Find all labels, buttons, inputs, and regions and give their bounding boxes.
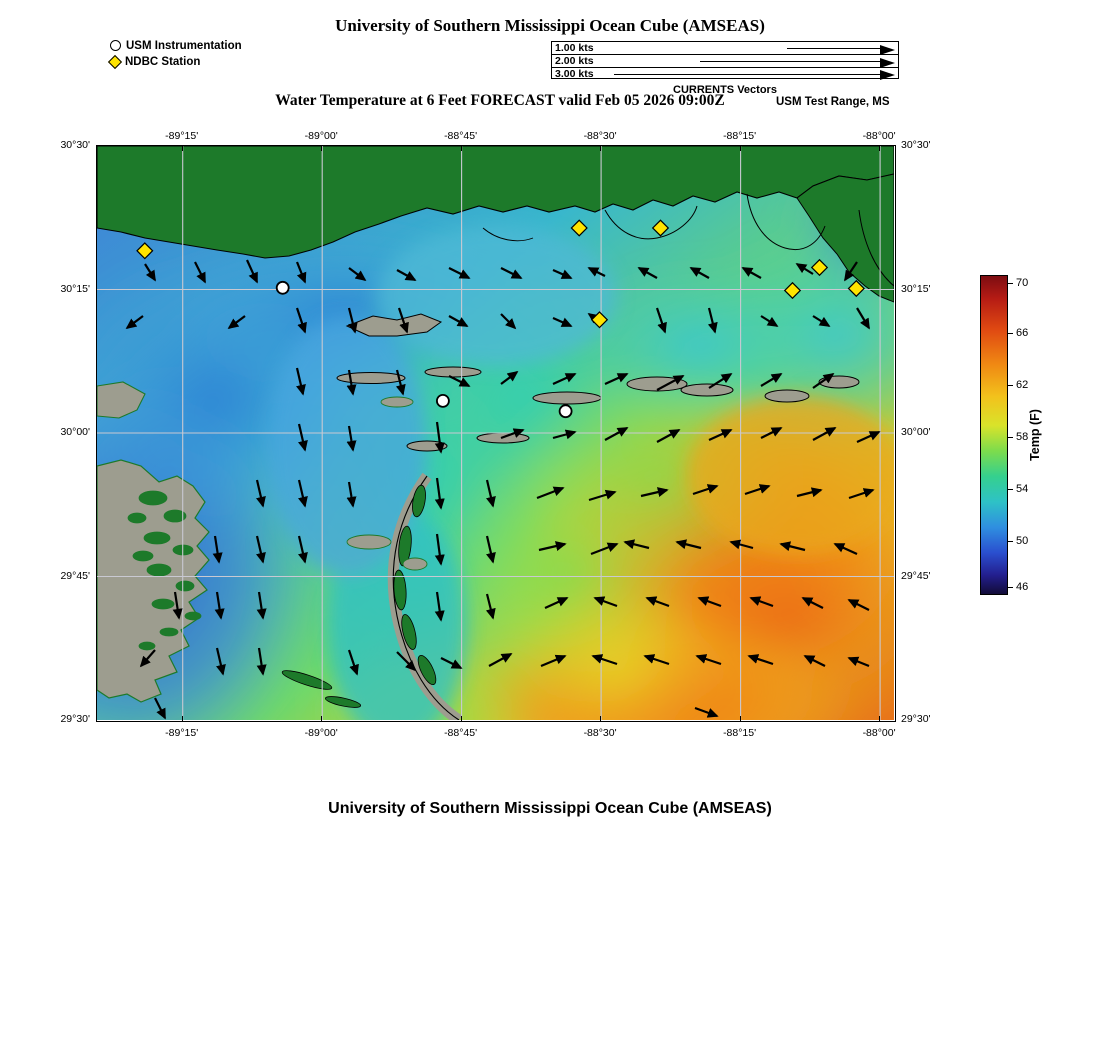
vector-key-label: 1.00 kts bbox=[555, 42, 594, 54]
lon-tick-bottom: -88°15' bbox=[723, 727, 757, 739]
tickmark bbox=[182, 145, 183, 151]
tickmark bbox=[740, 145, 741, 151]
legend-label: USM Instrumentation bbox=[126, 39, 242, 52]
colorbar-tickmark bbox=[1008, 385, 1013, 386]
map-subtitle: Water Temperature at 6 Feet FORECAST valid Feb 05 2026 09:00Z bbox=[275, 92, 725, 109]
colorbar-label: 50 bbox=[1016, 535, 1029, 547]
lon-tick-top: -88°15' bbox=[723, 130, 757, 142]
circle-marker-icon bbox=[110, 40, 121, 51]
tickmark bbox=[182, 716, 183, 722]
tickmark bbox=[461, 716, 462, 722]
colorbar-gradient bbox=[980, 275, 1008, 595]
vector-key-caption: CURRENTS Vectors bbox=[673, 84, 777, 96]
lon-tick-top: -89°00' bbox=[304, 130, 338, 142]
lat-tick-left: 29°30' bbox=[60, 713, 90, 725]
tickmark bbox=[600, 716, 601, 722]
lon-tick-bottom: -89°15' bbox=[165, 727, 199, 739]
vector-key-row-2kts bbox=[552, 54, 898, 66]
lat-tick-left: 30°00' bbox=[60, 426, 90, 438]
map-container[interactable] bbox=[60, 130, 931, 739]
vector-key-row-3kts bbox=[552, 67, 898, 79]
tickmark bbox=[740, 716, 741, 722]
lon-tick-bottom: -88°45' bbox=[444, 727, 478, 739]
legend-item-usm-instrumentation bbox=[110, 38, 242, 53]
temperature-colorbar bbox=[980, 275, 1029, 595]
colorbar-tickmark bbox=[1008, 333, 1013, 334]
diamond-marker-icon bbox=[108, 54, 122, 68]
lat-tick-left: 30°30' bbox=[60, 139, 90, 151]
map-plot-frame[interactable] bbox=[96, 145, 896, 722]
legend-label: NDBC Station bbox=[125, 55, 201, 68]
colorbar-label: 54 bbox=[1016, 483, 1029, 495]
currents-vector-key bbox=[551, 41, 899, 79]
vector-shaft bbox=[787, 48, 882, 49]
tickmark bbox=[600, 145, 601, 151]
test-range-label: USM Test Range, MS bbox=[776, 96, 890, 108]
lon-tick-bottom: -89°00' bbox=[304, 727, 338, 739]
map-canvas[interactable] bbox=[97, 146, 894, 720]
lon-tick-top: -88°00' bbox=[862, 130, 896, 142]
footer-title: University of Southern Mississippi Ocean Cube (AMSEAS) bbox=[328, 800, 772, 817]
colorbar-tickmark bbox=[1008, 283, 1013, 284]
lat-tick-right: 30°30' bbox=[901, 139, 931, 151]
lon-tick-top: -88°30' bbox=[583, 130, 617, 142]
lat-tick-right: 29°45' bbox=[901, 569, 931, 582]
map-legend bbox=[110, 38, 242, 70]
vector-shaft bbox=[614, 74, 882, 75]
lat-tick-right: 30°00' bbox=[901, 426, 931, 438]
vector-key-row-1kts bbox=[552, 42, 898, 54]
tickmark bbox=[321, 145, 322, 151]
colorbar-label: 46 bbox=[1016, 581, 1029, 593]
colorbar-title: Temp (F) bbox=[1028, 409, 1042, 461]
lon-tick-top: -89°15' bbox=[165, 130, 199, 142]
lon-tick-bottom: -88°00' bbox=[862, 727, 896, 739]
vector-key-label: 3.00 kts bbox=[555, 67, 594, 80]
colorbar-tickmark bbox=[1008, 489, 1013, 490]
lat-tick-left: 29°45' bbox=[60, 569, 90, 582]
lon-tick-bottom: -88°30' bbox=[583, 727, 617, 739]
page-title: University of Southern Mississippi Ocean Cube (AMSEAS) bbox=[335, 16, 765, 35]
tickmark bbox=[879, 145, 880, 151]
lat-tick-left: 30°15' bbox=[60, 282, 90, 295]
vector-shaft bbox=[700, 61, 882, 62]
lat-tick-right: 29°30' bbox=[901, 713, 931, 725]
colorbar-tickmark bbox=[1008, 437, 1013, 438]
tickmark bbox=[321, 716, 322, 722]
tickmark bbox=[461, 145, 462, 151]
lon-tick-top: -88°45' bbox=[444, 130, 478, 142]
colorbar-label: 58 bbox=[1016, 431, 1029, 443]
colorbar-tickmark bbox=[1008, 587, 1013, 588]
colorbar-label: 62 bbox=[1016, 379, 1029, 391]
legend-item-ndbc-station bbox=[110, 54, 242, 69]
tickmark bbox=[879, 716, 880, 722]
lat-tick-right: 30°15' bbox=[901, 282, 931, 295]
vector-key-label: 2.00 kts bbox=[555, 55, 594, 68]
colorbar-tickmark bbox=[1008, 541, 1013, 542]
colorbar-label: 66 bbox=[1016, 327, 1029, 339]
colorbar-label: 70 bbox=[1016, 277, 1029, 289]
